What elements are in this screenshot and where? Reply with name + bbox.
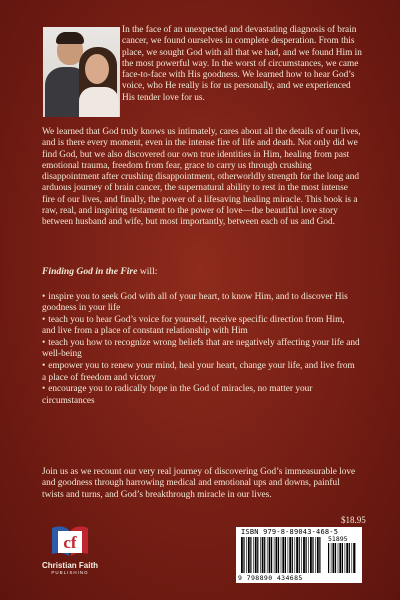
isbn-number: ISBN 979-8-89043-468-5 bbox=[241, 528, 339, 536]
bullet-mark: • bbox=[42, 315, 46, 326]
bullet-mark: • bbox=[42, 384, 46, 395]
publisher-logo bbox=[38, 522, 102, 582]
price-label: $18.95 bbox=[341, 515, 366, 525]
closing-text: Join us as we recount our very real journey of discovering God’s immeasurable love and goodness through harrowing medical and emotional ups and downs, painful twists and turns, and God’s breakthrough miracle in our lives. bbox=[42, 467, 356, 500]
logo-letters: cf bbox=[63, 533, 77, 552]
list-item bbox=[42, 315, 360, 338]
author-photo bbox=[43, 27, 120, 117]
bullet-mark: • bbox=[42, 361, 46, 372]
barcode-digits: 9 798890 434685 bbox=[238, 574, 303, 582]
benefits-list bbox=[42, 292, 360, 407]
list-item bbox=[42, 361, 360, 384]
list-item bbox=[42, 292, 360, 315]
intro-paragraph-full bbox=[42, 127, 362, 229]
barcode-bars bbox=[241, 537, 321, 573]
closing-paragraph bbox=[42, 467, 362, 501]
author-photo-woman-head bbox=[85, 54, 109, 84]
barcode-addon-bars bbox=[328, 543, 356, 573]
list-item bbox=[42, 384, 360, 407]
intro-full-text: We learned that God truly knows us intimately, cares about all the details of our lives, and is there every moment, even in the intense fire of life and death. Not only did we find God, but we also discovered our own true identities in Him, healing from past emotional trauma, freedom from fear, grace to carry us through crushing disappointment after crushing disappointment, otherworldly strength for the long and arduous journey of brain cancer, the supernatural ability to rest in the most intense fire of our lives, and finally, the power of a lifesaving healing miracle. This book is a raw, real, and inspiring testament to the power of love—the beautiful love story between husband and wife, but most importantly, between each of us and God. bbox=[42, 127, 361, 228]
bullet-mark: • bbox=[42, 338, 46, 349]
barcode-addon-number: 51895 bbox=[328, 535, 348, 543]
isbn-barcode bbox=[236, 527, 362, 583]
bullet-lead-in bbox=[42, 266, 362, 277]
publisher-subtitle: PUBLISHING bbox=[51, 570, 89, 575]
list-item-text: teach you how to recognize wrong beliefs that are negatively affecting your life and well-being bbox=[42, 338, 360, 360]
book-title: Finding God in the Fire bbox=[42, 266, 138, 277]
list-item bbox=[42, 338, 360, 361]
intro-paragraph-side bbox=[122, 25, 362, 104]
list-item-text: teach you to hear God’s voice for yourself, receive specific direction from Him, and live from a place of constant relationship with Him bbox=[42, 315, 345, 337]
publisher-logo-icon bbox=[48, 522, 92, 560]
list-item-text: inspire you to seek God with all of your heart, to know Him, and to discover His goodness in your life bbox=[42, 292, 348, 314]
author-photo-woman-body bbox=[79, 87, 119, 117]
publisher-name: Christian Faith bbox=[41, 561, 98, 570]
intro-side-text: In the face of an unexpected and devastating diagnosis of brain cancer, we found ourselves in complete desperation. From this place, we sought God with all that we had, and we found Him in the most powerful way. In the worst of circumstances, we came face-to-face with His goodness. We learned how to hear God’s voice, who He really is for us personally, and we experienced His tender love for us. bbox=[122, 25, 362, 103]
author-photo-man-hair bbox=[56, 32, 84, 44]
list-item-text: empower you to renew your mind, heal your heart, change your life, and live from a place of freedom and victory bbox=[42, 361, 355, 383]
lead-suffix: will: bbox=[137, 266, 158, 277]
bullet-mark: • bbox=[42, 292, 46, 302]
list-item-text: encourage you to radically hope in the God of miracles, no matter your circumstances bbox=[42, 384, 313, 406]
